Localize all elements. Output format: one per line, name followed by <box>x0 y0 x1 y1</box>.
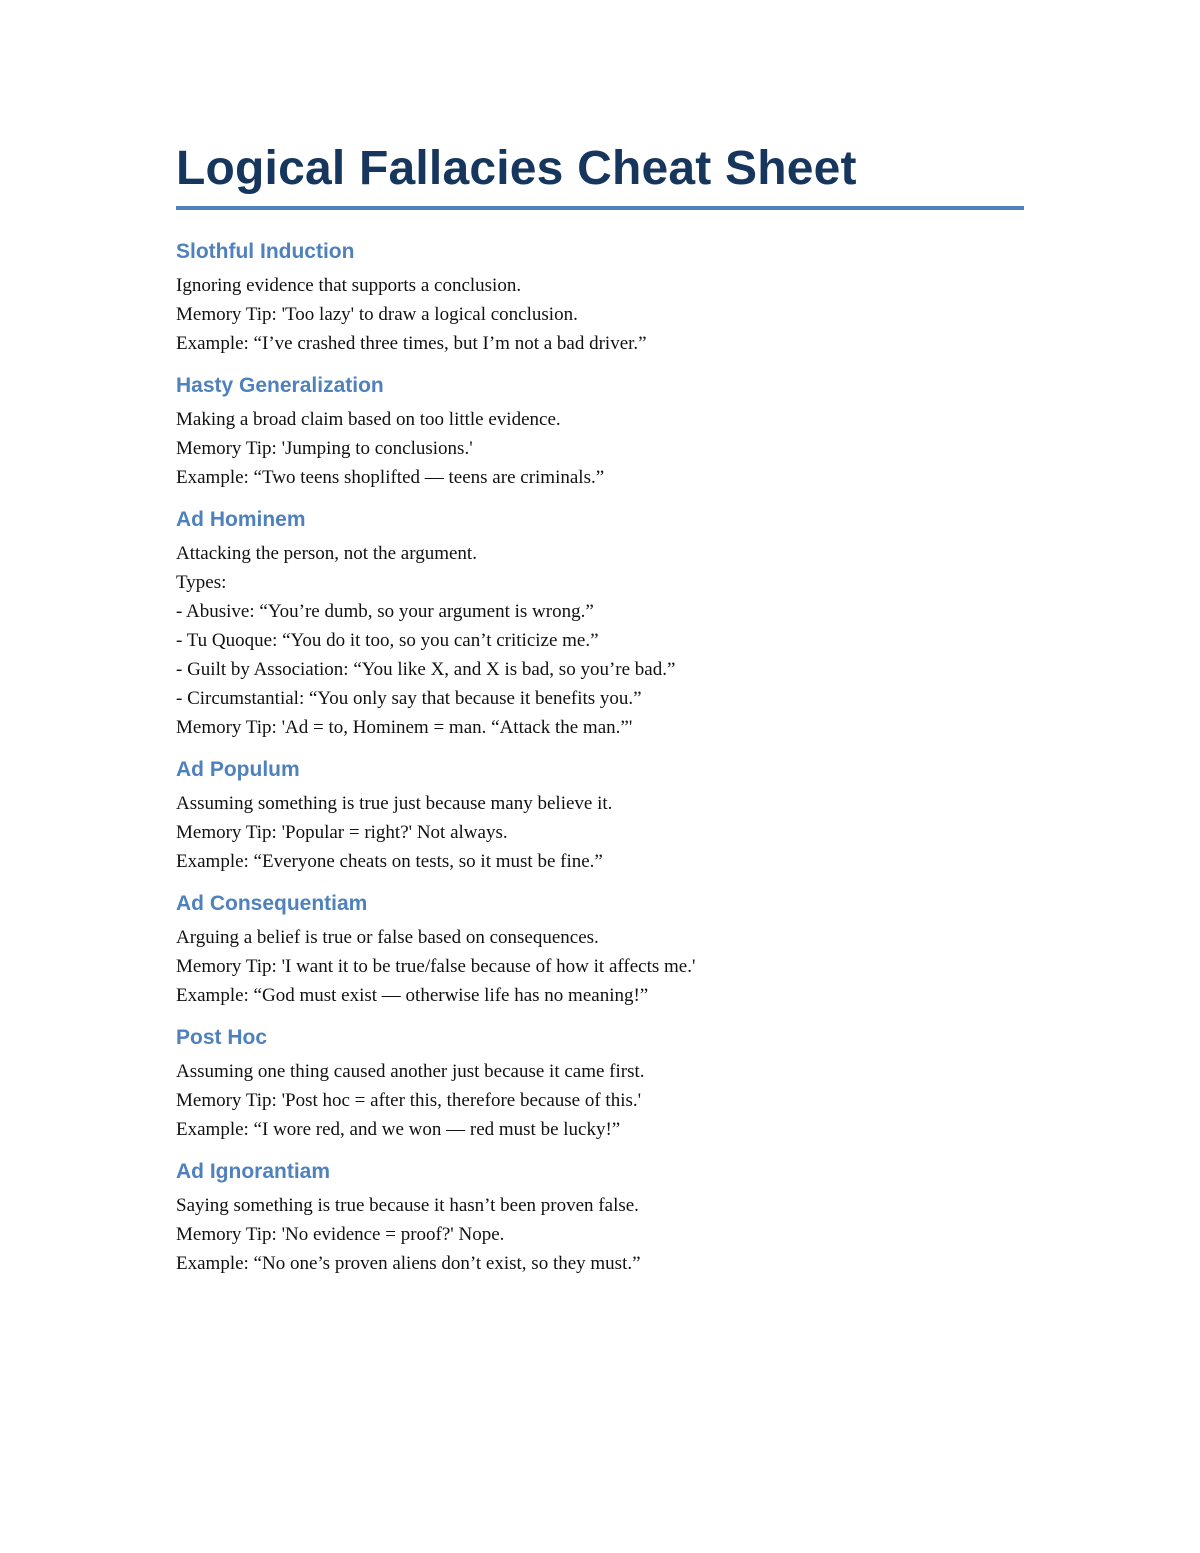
fallacy-section <box>176 890 1024 1010</box>
body-line: - Circumstantial: “You only say that because it benefits you.” <box>176 687 642 709</box>
body-line: Arguing a belief is true or false based on consequences. <box>176 926 599 948</box>
fallacy-section <box>176 506 1024 742</box>
sections-container <box>176 238 1024 1278</box>
section-heading: Hasty Generalization <box>176 373 384 397</box>
body-line: Making a broad claim based on too little evidence. <box>176 408 561 430</box>
body-line: Types: <box>176 571 227 593</box>
body-line: Memory Tip: 'I want it to be true/false because of how it affects me.' <box>176 955 696 977</box>
body-line: Saying something is true because it hasn’t been proven false. <box>176 1194 639 1216</box>
body-line: Memory Tip: 'No evidence = proof?' Nope. <box>176 1223 505 1245</box>
body-line: - Abusive: “You’re dumb, so your argument is wrong.” <box>176 600 594 622</box>
body-line: - Guilt by Association: “You like X, and X is bad, so you’re bad.” <box>176 658 676 680</box>
body-line: Memory Tip: 'Popular = right?' Not always. <box>176 821 508 843</box>
section-heading: Ad Consequentiam <box>176 891 368 915</box>
body-line: Memory Tip: 'Post hoc = after this, therefore because of this.' <box>176 1089 642 1111</box>
body-line: Example: “Two teens shoplifted — teens are criminals.” <box>176 466 605 488</box>
section-heading: Ad Hominem <box>176 507 306 531</box>
page-title: Logical Fallacies Cheat Sheet <box>176 142 857 195</box>
body-line: Attacking the person, not the argument. <box>176 542 477 564</box>
body-line: - Tu Quoque: “You do it too, so you can’t criticize me.” <box>176 629 599 651</box>
section-heading: Slothful Induction <box>176 239 355 263</box>
fallacy-section <box>176 238 1024 358</box>
section-heading: Ad Populum <box>176 757 300 781</box>
section-heading: Ad Ignorantiam <box>176 1159 331 1183</box>
section-heading: Post Hoc <box>176 1025 268 1049</box>
body-line: Ignoring evidence that supports a conclusion. <box>176 274 522 296</box>
body-line: Example: “God must exist — otherwise life has no meaning!” <box>176 984 649 1006</box>
body-line: Assuming one thing caused another just because it came first. <box>176 1060 645 1082</box>
body-line: Example: “Everyone cheats on tests, so it must be fine.” <box>176 850 603 872</box>
body-line: Memory Tip: 'Ad = to, Hominem = man. “Attack the man.”' <box>176 716 633 738</box>
document-page <box>176 140 1024 1278</box>
fallacy-section <box>176 1024 1024 1144</box>
body-line: Example: “No one’s proven aliens don’t exist, so they must.” <box>176 1252 641 1274</box>
title-underline <box>176 206 1024 210</box>
body-line: Memory Tip: 'Jumping to conclusions.' <box>176 437 473 459</box>
body-line: Memory Tip: 'Too lazy' to draw a logical conclusion. <box>176 303 578 325</box>
body-line: Assuming something is true just because many believe it. <box>176 792 613 814</box>
fallacy-section <box>176 756 1024 876</box>
fallacy-section <box>176 372 1024 492</box>
body-line: Example: “I wore red, and we won — red must be lucky!” <box>176 1118 621 1140</box>
body-line: Example: “I’ve crashed three times, but I’m not a bad driver.” <box>176 332 647 354</box>
fallacy-section <box>176 1158 1024 1278</box>
